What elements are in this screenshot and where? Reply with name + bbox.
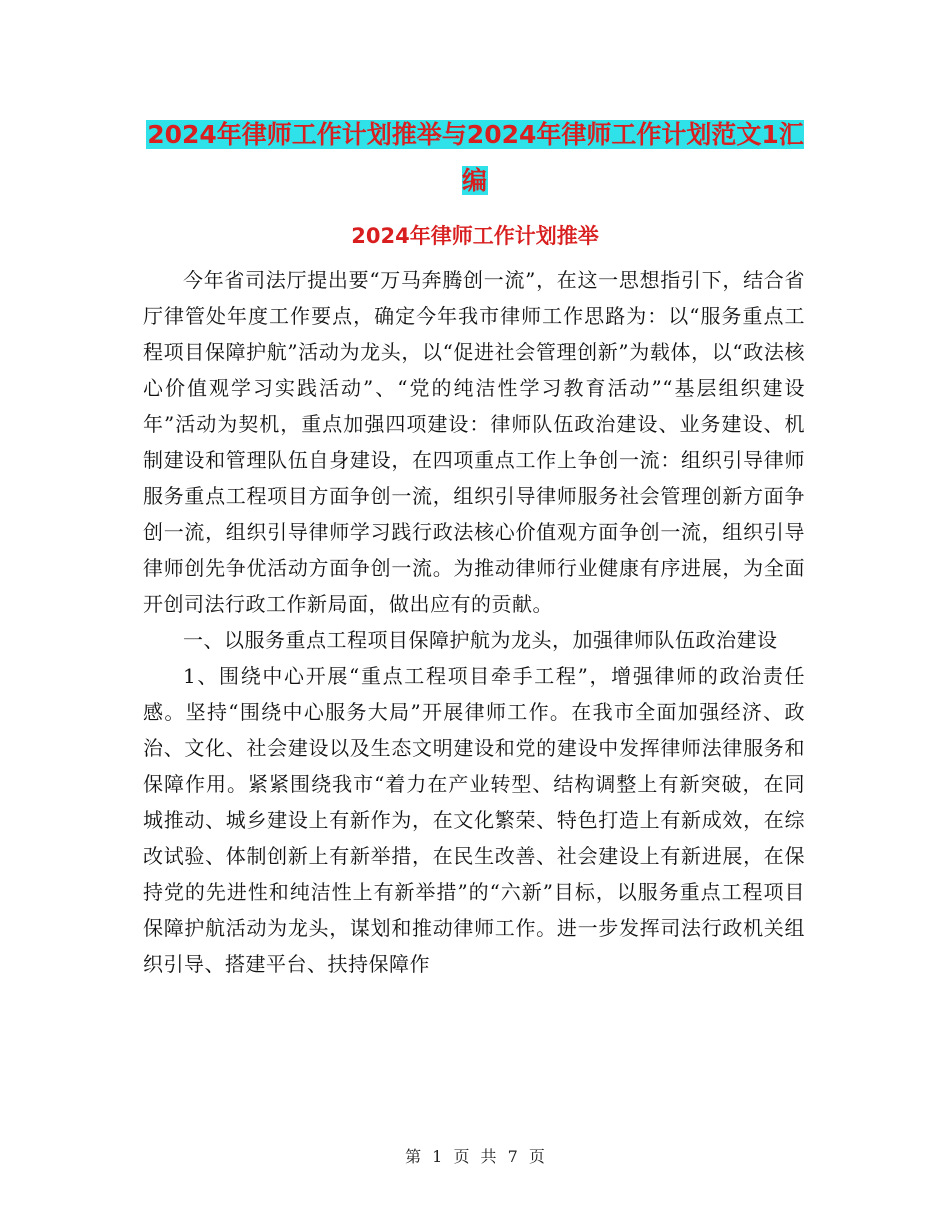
paragraph-item-1: 1、围绕中心开展“重点工程项目牵手工程”，增强律师的政治责任感。坚持“围绕中心服务大局”开展律师工作。在我市全面加强经济、政治、文化、社会建设以及生态文明建设和党的建设中发挥律师法律服务和保障作用。紧紧围绕我市“着力在产业转型、结构调整上有新突破，在同城推动、城乡建设上有新作为，在文化繁荣、特色打造上有新成效，在综改试验、体制创新上有新举措，在民生改善、社会建设上有新进展，在保持党的先进性和纯洁性上有新举措”的“六新”目标，以服务重点工程项目保障护航活动为龙头，谋划和推动律师工作。进一步发挥司法行政机关组织引导、搭建平台、扶持保障作 (143, 664, 805, 976)
document-title (140, 112, 810, 204)
document-title-text: 2024年律师工作计划推举与2024年律师工作计划范文1汇编 (147, 120, 804, 195)
page-footer: 第 1 页 共 7 页 (405, 1147, 545, 1166)
document-body (143, 262, 805, 982)
paragraph-heading-1: 一、以服务重点工程项目保障护航为龙头，加强律师队伍政治建设 (183, 628, 778, 652)
section-title: 2024年律师工作计划推举 (351, 224, 599, 248)
paragraph-intro: 今年省司法厅提出要“万马奔腾创一流”，在这一思想指引下，结合省厅律管处年度工作要点，确定今年我市律师工作思路为：以“服务重点工程项目保障护航”活动为龙头，以“促进社会管理创新”为载体，以“政法核心价值观学习实践活动”、“党的纯洁性学习教育活动”“基层组织建设年”活动为契机，重点加强四项建设：律师队伍政治建设、业务建设、机制建设和管理队伍自身建设，在四项重点工作上争创一流：组织引导律师服务重点工程项目方面争创一流，组织引导律师服务社会管理创新方面争创一流，组织引导律师学习践行政法核心价值观方面争创一流，组织引导律师创先争优活动方面争创一流。为推动律师行业健康有序进展，为全面开创司法行政工作新局面，做出应有的贡献。 (143, 268, 805, 616)
